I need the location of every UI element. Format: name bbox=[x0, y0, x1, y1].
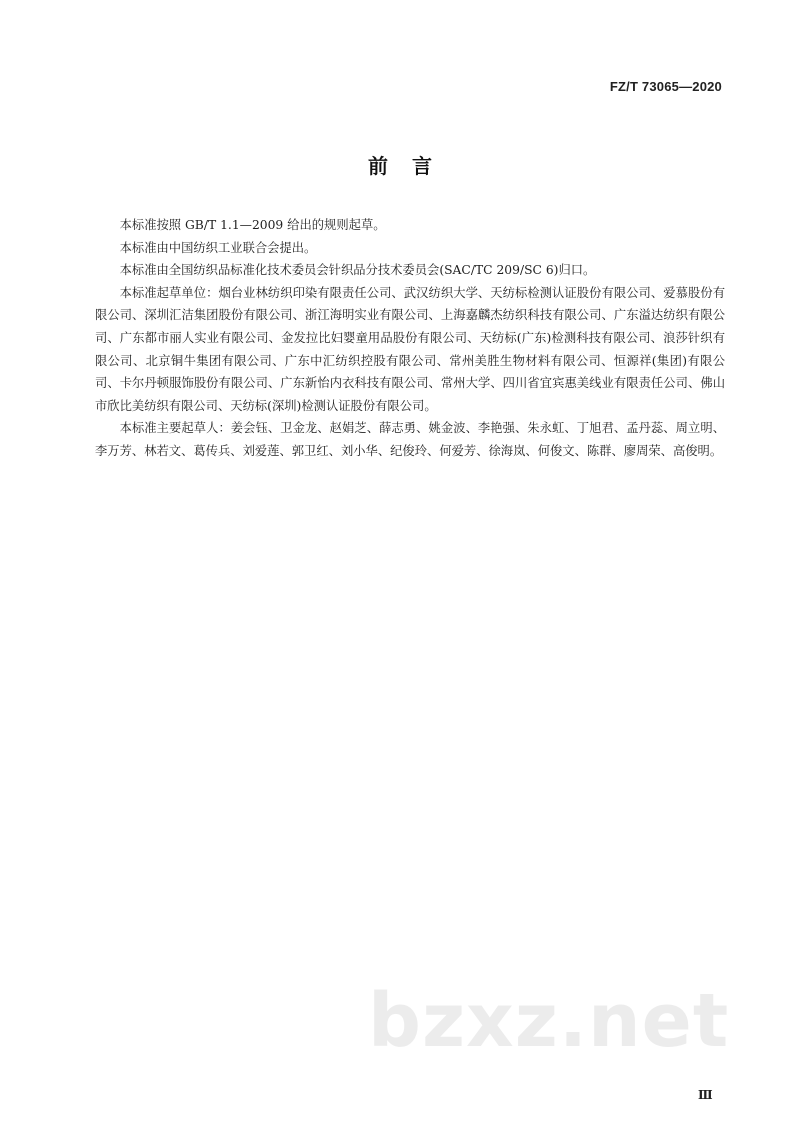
paragraph-drafting-organizations: 本标准起草单位：烟台业林纺织印染有限责任公司、武汉纺织大学、天纺标检测认证股份有限公司、爱慕股份有限公司、深圳汇洁集团股份有限公司、浙江海明实业有限公司、上海嘉麟杰纺织科技有限公司、广东溢达纺织有限公司、广东都市丽人实业有限公司、金发拉比妇婴童用品股份有限公司、天纺标(广东)检测科技有限公司、浪莎针织有限公司、北京铜牛集团有限公司、广东中汇纺织控股有限公司、常州美胜生物材料有限公司、恒源祥(集团)有限公司、卡尔丹顿服饰股份有限公司、广东新怡内衣科技有限公司、常州大学、四川省宜宾惠美线业有限责任公司、佛山市欣比美纺织有限公司、天纺标(深圳)检测认证股份有限公司。 bbox=[95, 285, 725, 413]
paragraph-centralized-unit: 本标准由全国纺织品标准化技术委员会针织品分技术委员会(SAC/TC 209/SC 6)归口。 bbox=[119, 263, 596, 278]
page-title: 前言 bbox=[368, 154, 456, 178]
standard-code: FZ/T 73065—2020 bbox=[609, 79, 722, 94]
foreword-body bbox=[95, 214, 725, 463]
paragraph-proposer: 本标准由中国纺织工业联合会提出。 bbox=[119, 240, 317, 255]
page-number: Ⅲ bbox=[698, 1088, 713, 1102]
watermark: bzxz.net bbox=[368, 978, 730, 1064]
paragraph-drafting-rules: 本标准按照 GB/T 1.1—2009 给出的规则起草。 bbox=[119, 218, 386, 232]
paragraph-main-drafters: 本标准主要起草人：姜会钰、卫金龙、赵娟芝、薛志勇、姚金波、李艳强、朱永虹、丁旭君、孟丹蕊、周立明、李万芳、林若文、葛传兵、刘爱莲、郭卫红、刘小华、纪俊玲、何爱芳、徐海岚、何俊文、陈群、廖周荣、高俊明。 bbox=[95, 421, 725, 458]
